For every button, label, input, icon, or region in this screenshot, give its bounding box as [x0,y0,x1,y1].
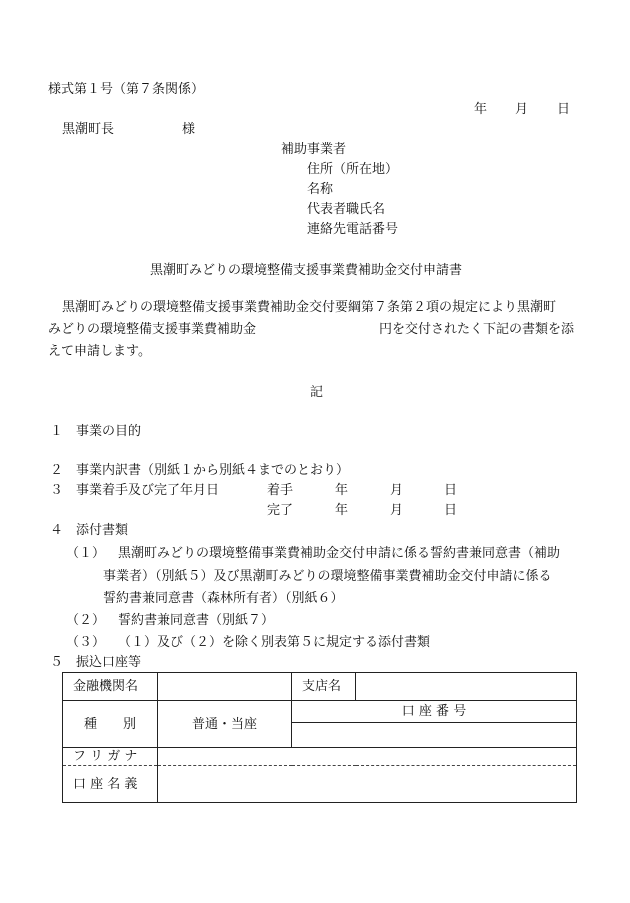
account-number-field[interactable] [292,723,577,748]
item-4-label: 添付書類 [76,523,129,538]
sub-2-number: （２） [66,613,106,628]
applicant-name: 名称 [307,182,334,197]
account-number-label: 口 座 番 号 [292,701,577,723]
document-title: 黒潮町みどりの環境整備支援事業費補助金交付申請書 [150,263,463,278]
applicant-heading: 補助事業者 [281,142,347,157]
start-label: 着手 [267,483,294,498]
item-3-number: ３ [50,483,64,498]
sub-1-line-3: 誓約書兼同意書（森林所有者）（別紙６） [103,591,344,606]
sub-1-line-1: 黒潮町みどりの環境整備事業費補助金交付申請に係る誓約書兼同意書（補助 [118,546,561,561]
applicant-address: 住所（所在地） [307,162,399,177]
item-2-label: 事業内訳書（別紙１から別紙４までのとおり） [76,463,350,478]
bank-account-table [62,672,577,803]
branch-label: 支店名 [292,673,356,701]
sub-1-line-2: 事業者）（別紙５）及び黒潮町みどりの環境整備事業費補助金交付申請に係る [103,569,552,584]
item-4-number: ４ [50,523,64,538]
item-2-number: ２ [50,463,64,478]
date-year: 年 [474,102,488,117]
account-name-field[interactable] [158,766,577,803]
sub-3-label: （１）及び（２）を除く別表第５に規定する添付書類 [118,635,431,650]
item-3-label: 事業着手及び完了年月日 [76,483,220,498]
body-line-2a: みどりの環境整備支援事業費補助金 [48,322,257,337]
furigana-label: フ リ ガ ナ [63,748,158,766]
applicant-phone: 連絡先電話番号 [307,222,399,237]
end-month: 月 [390,503,404,518]
form-number: 様式第１号（第７条関係） [48,82,205,97]
body-line-1: 黒潮町みどりの環境整備支援事業費補助金交付要綱第７条第２項の規定により黒潮町 [62,300,557,315]
start-year: 年 [335,483,349,498]
end-year: 年 [335,503,349,518]
branch-field[interactable] [356,673,577,701]
item-1-label: 事業の目的 [76,424,142,439]
type-value: 普通・当座 [158,701,292,748]
start-month: 月 [390,483,404,498]
body-line-2b: 円を交付されたく下記の書類を添 [379,322,575,337]
item-1-number: １ [50,424,64,439]
furigana-field[interactable] [158,748,577,766]
account-name-label: 口 座 名 義 [63,766,158,803]
body-line-3: えて申請します。 [48,344,151,359]
end-label: 完了 [267,503,294,518]
item-5-label: 振込口座等 [76,655,142,670]
end-day: 日 [444,503,458,518]
date-day: 日 [557,102,571,117]
addressee-honorific: 様 [182,122,196,137]
start-day: 日 [444,483,458,498]
sub-3-number: （３） [66,635,106,650]
addressee-name: 黒潮町長 [62,122,115,137]
sub-1-number: （１） [66,546,106,561]
institution-field[interactable] [158,673,292,701]
institution-label: 金融機関名 [63,673,158,701]
applicant-representative: 代表者職氏名 [307,202,386,217]
date-month: 月 [515,102,529,117]
ki-heading: 記 [310,385,324,400]
item-5-number: ５ [50,655,64,670]
type-label: 種 別 [63,701,158,748]
sub-2-label: 誓約書兼同意書（別紙７） [118,613,275,628]
